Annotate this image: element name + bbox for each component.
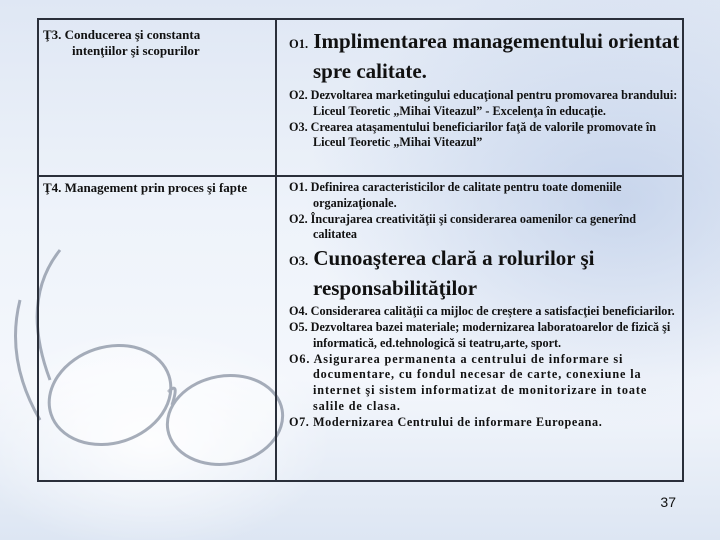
goal-item: O4. Considerarea calităţii ca mijloc de creştere a satisfacţiei beneficiarilor. [289,304,675,319]
column-divider [275,20,277,480]
goal-item: O2. Dezvoltarea marketingului educaţional pentru promovarea brandului: Liceul Teoretic „Mihai Viteazul” - Excelenţa în educaţie. [289,88,678,118]
goal-item: O3. Crearea ataşamentului beneficiarilor faţă de valorile promovate în Liceul Teoretic „Mihai Viteazul” [289,119,657,150]
goal-item: O1. Definirea caracteristicilor de calitate pentru toate domeniile organizaţionale. [289,180,622,210]
goal-item: O3. Cunoaşterea clară a rolurilor şi responsabilităţilor [289,246,595,301]
row-divider [39,175,682,177]
goal-item: O1. Implimentarea managementului orientat spre calitate. [289,29,680,83]
goal-item: O6. Asigurarea permanenta a centrului de informare si documentare, cu fondul necesar de carte, conexiune la internet şi sistem informatizat de monitorizare in toate salile de clasa. [289,351,648,413]
objective-title-line2: intenţiilor şi scopurilor [72,43,200,58]
goal-item: O2. Încurajarea creativităţii şi considerarea oamenilor ca generînd calitatea [289,211,637,242]
goal-item: O5. Dezvoltarea bazei materiale; modernizarea laboratoarelor de fizică şi informatică, ed.tehnologică si teatru,arte, sport. [289,319,671,350]
objectives-table [37,18,684,482]
goal-item: O7. Modernizarea Centrului de informare Europeana. [289,414,603,429]
goals-list-t4 [289,180,681,431]
goals-list-t3 [289,28,681,151]
objective-title-t4: Ţ4. Management prin proces şi fapte [43,180,248,195]
page-number: 37 [660,494,676,510]
objective-title-t3 [43,27,267,59]
objective-title-line1: Ţ3. Conducerea şi constanta [43,27,201,42]
